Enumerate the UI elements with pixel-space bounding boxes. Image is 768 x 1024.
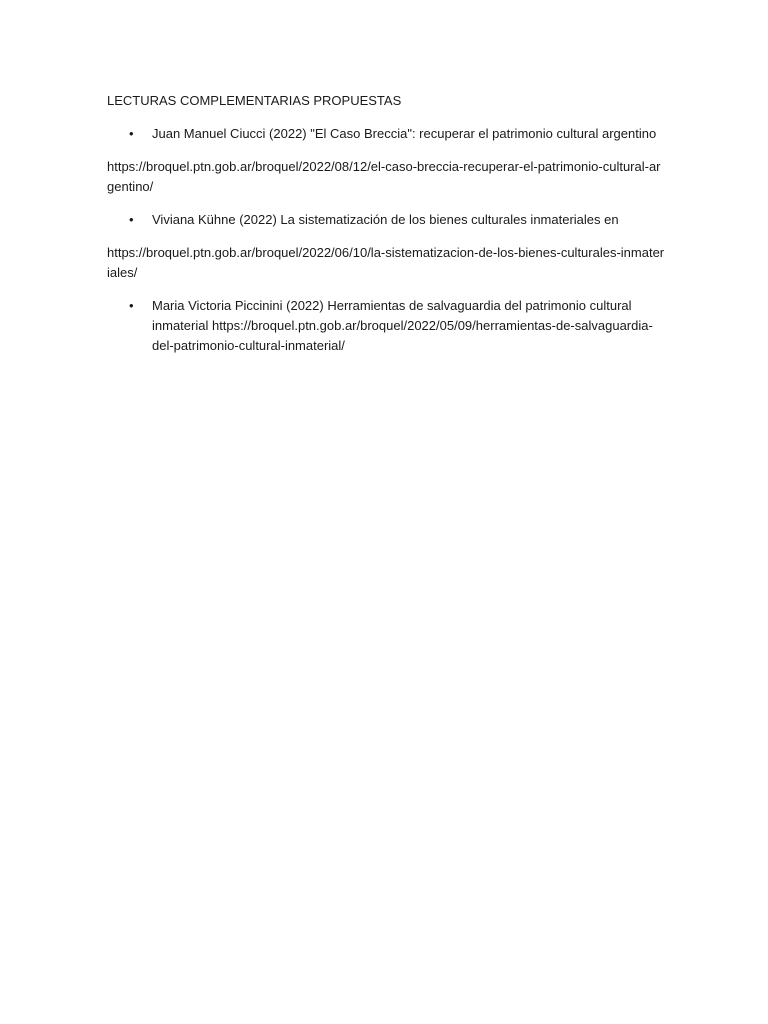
list-item-text: Juan Manuel Ciucci (2022) "El Caso Breccia": recuperar el patrimonio cultural argentino bbox=[152, 126, 657, 141]
document-page bbox=[107, 91, 667, 356]
bullet-icon: • bbox=[129, 298, 134, 313]
bullet-icon: • bbox=[129, 212, 134, 227]
bullet-icon: • bbox=[129, 126, 134, 141]
list-item bbox=[107, 210, 667, 230]
list-item-text: Maria Victoria Piccinini (2022) Herramientas de salvaguardia del patrimonio cultural inmaterial https://broquel.ptn.gob.ar/broquel/2022/05/09/herramientas-de-salvaguardia-del-patrimonio-cultural-inmaterial/ bbox=[152, 298, 653, 353]
reference-link[interactable]: https://broquel.ptn.gob.ar/broquel/2022/06/10/la-sistematizacion-de-los-bienes-culturales-inmateriales/ bbox=[107, 245, 665, 280]
list-item bbox=[107, 296, 667, 356]
list-item-text: Viviana Kühne (2022) La sistematización de los bienes culturales inmateriales en bbox=[152, 212, 619, 227]
list-item bbox=[107, 124, 667, 144]
document-heading: LECTURAS COMPLEMENTARIAS PROPUESTAS bbox=[107, 93, 402, 108]
reference-link[interactable]: https://broquel.ptn.gob.ar/broquel/2022/08/12/el-caso-breccia-recuperar-el-patrimonio-cultural-argentino/ bbox=[107, 159, 661, 194]
